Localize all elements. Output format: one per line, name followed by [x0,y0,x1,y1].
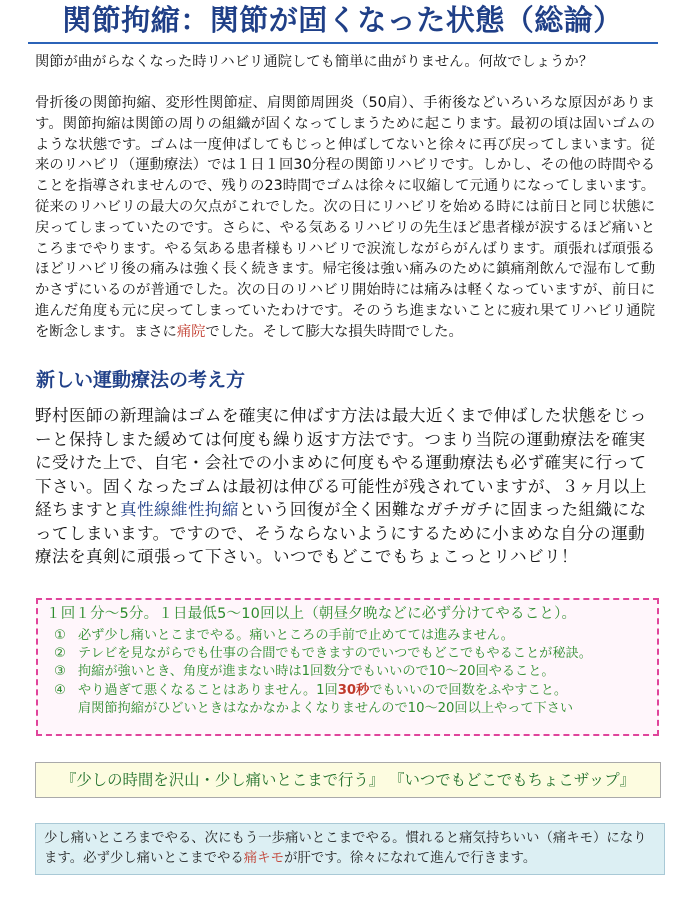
instructions-heading: １回１分～5分。１日最低5～10回以上（朝昼夕晩などに必ず分けてやること）。 [46,606,577,622]
body1-part1: 骨折後の関節拘縮、変形性関節症、肩関節周囲炎（50肩）、手術後などいろいろな原因があります。関節拘縮は関節の周りの組織が固くなってしまうために起こります。最初の頃は固いゴムのような状態です。ゴムは一度伸ばしてもじっと伸ばしてないと徐々に再び戻ってしまいます。従来のリハビリ（運動療法）では１日１回30分程の関節リハビリです。しかし、その他の時間やることを指導されませんので、残りの23時間でゴムは徐々に収縮して元通りになってしまいます。従来のリハビリの最大の欠点がこれでした。次の日にリハビリを始める時には前日と同じ状態に戻ってしまっていたのです。さらに、やる気あるリハビリの先生ほど患者様が涙するほど痛いところまでやります。やる気ある患者様もリハビリで涙流しながらがんばります。頑張れば頑張るほどリハビリ後の痛みは強く長く続きます。帰宅後は強い痛みのために鎮痛剤飲んで湿布して動かさずにいるのが普通でした。次の日のリハビリ開始時には痛みは軽くなっていますが、前日に進んだ角度も元に戻ってしまっていたわけです。そのうち進まないことに疲れ果てリハビリ通院を断念します。まさに [35,95,655,340]
body2-highlight-term: 真性線維性拘縮 [119,500,239,519]
item4-pre: やり過ぎて悪くなることはありません。1回 [78,682,338,698]
body2-part1: 野村医師の新理論はゴムを確実に伸ばす方法は最大近くまで伸ばした状態をじっーと保持しまた緩めては何度も繰り返す方法です。つまり当院の運動療法を確実に受けた上で、自宅・会社での小まめに何度もやる運動療法も必ず確実に行って下さい。固くなったゴムは最初は伸びる可能性が残されていますが、３ヶ月以上経ちますと [35,406,647,519]
item-number: ④ [54,682,66,698]
intro-text: 関節が曲がらなくなった時リハビリ通院しても簡単に曲がりません。何故でしょうか？ [35,54,594,70]
note-part1: 少し痛いところまでやる、次にもう一歩痛いとこまでやる。慣れると痛気持ちいい（痛キモ）になります。必ず少し痛いとこまでやる [44,831,647,866]
body-paragraph-1 [35,93,655,343]
note-part2: が肝です。徐々になれて進んで行きます。 [283,851,537,866]
body1-red-term: 痛院 [176,323,206,340]
item-text: 必ず少し痛いとこまでやる。痛いところの手前で止めてては進みません。 [78,628,514,643]
body2-part2: という回復が全く困難なガチガチに固まった組織になってしまいます。ですので、そうならないようにするために小まめな自分の運動療法を真剣に頑張って下さい。いつでもどこでもちょこっとリハビリ！ [35,500,647,566]
body-paragraph-2 [35,404,660,569]
note-red-term: 痛キモ [243,851,284,866]
body1-part2: でした。そして膨大な損失時間でした。 [205,323,463,340]
item-number: ② [54,646,66,662]
exercise-instructions-box [36,598,659,736]
item-number: ③ [54,664,66,680]
item4-post: でもいいので回数をふやすこと。 [369,682,568,698]
section-heading: 新しい運動療法の考え方 [36,369,246,391]
item-text: 拘縮が強いとき、角度が進まない時は1回数分でもいいので10～20回やること。 [78,664,555,680]
item-text [78,682,649,718]
item-text: テレビを見ながらでも仕事の合間でもできますのでいつでもどこでもやることが秘訣。 [78,646,592,662]
item4-emphasis: 30秒 [337,682,370,698]
list-item [46,627,649,645]
note-box [35,823,665,875]
item4-line2: 肩関節拘縮がひどいときはなかなかよくなりませんので10～20回以上やって下さい [78,700,574,716]
title-underline [28,42,658,44]
instructions-list [46,627,649,718]
slogan-box: 『少しの時間を沢山・少し痛いとこまで行う』 『いつでもどこでもちょこザップ』 [35,762,661,798]
list-item [46,663,649,681]
item-number: ① [54,628,66,643]
page-title: 関節拘縮：関節が固くなった状態（総論） [62,3,623,37]
list-item [46,682,649,718]
list-item [46,645,649,663]
